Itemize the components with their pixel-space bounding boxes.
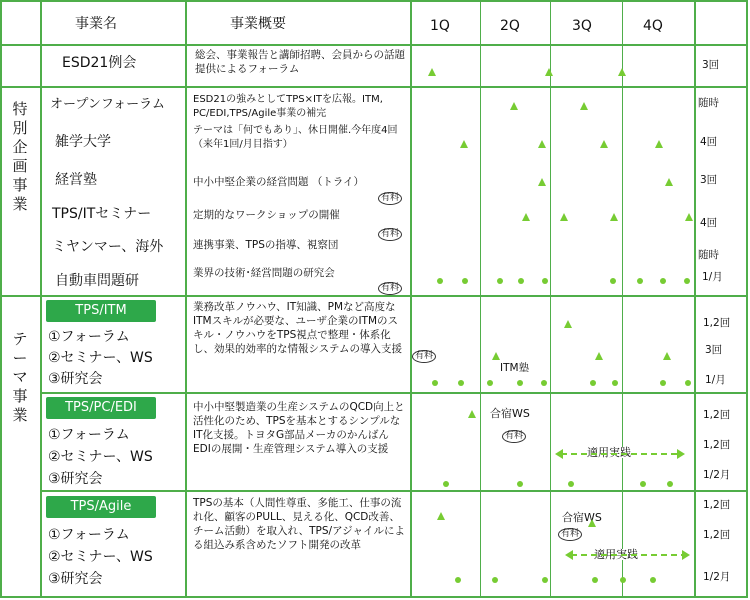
row-auto-count: 1/月 [702, 271, 723, 283]
dot-marker [660, 380, 666, 386]
grid-line [185, 0, 187, 598]
group-agile-count: 1/2月 [703, 571, 731, 583]
dot-marker [610, 278, 616, 284]
row-auto-desc: 業界の技術･経営問題の研究会 [193, 267, 335, 279]
group-itm-count: 3回 [705, 344, 723, 356]
dot-marker [455, 577, 461, 583]
row-zatsu-count: 4回 [700, 136, 718, 148]
group-agile-item: ①フォーラム [48, 527, 130, 543]
dot-marker [541, 380, 547, 386]
dot-marker [542, 278, 548, 284]
triangle-marker [538, 140, 546, 148]
dot-marker [684, 278, 690, 284]
dot-marker [660, 278, 666, 284]
grid-line [40, 490, 748, 492]
dot-marker [620, 577, 626, 583]
row-zatsu-name: 雑学大学 [55, 134, 111, 150]
row-keiei-count: 3回 [700, 174, 718, 186]
dot-marker [492, 577, 498, 583]
group-pcedi-item: ③研究会 [48, 471, 103, 487]
group-agile-count: 1,2回 [703, 499, 731, 511]
header-name: 事業名 [75, 16, 117, 32]
dot-marker [497, 278, 503, 284]
group-itm-item: ③研究会 [48, 371, 103, 387]
dot-marker [542, 577, 548, 583]
agile-apply-label: 適用実践 [594, 548, 638, 561]
dot-marker [517, 380, 523, 386]
grid-line [40, 0, 42, 598]
group-pcedi-tag: TPS/PC/EDI [46, 397, 156, 419]
triangle-marker [437, 512, 445, 520]
dot-marker [487, 380, 493, 386]
group-itm-tag: TPS/ITM [46, 300, 156, 322]
grid-line [0, 44, 748, 46]
group-itm-item: ②セミナー、WS [48, 350, 153, 366]
dot-marker [437, 278, 443, 284]
agile-camp-label: 合宿WS [562, 511, 602, 524]
header-q4: 4Q [643, 18, 663, 34]
pcedi-camp-label: 合宿WS [490, 407, 530, 420]
triangle-marker [595, 352, 603, 360]
group-itm-count: 1/月 [705, 374, 726, 386]
dot-marker [640, 481, 646, 487]
group-pcedi-count: 1,2回 [703, 439, 731, 451]
group-itm-desc: 業務改革ノウハウ、IT知識、PMなど高度なITMスキルが必要な、ユーザ企業のITMのスキル・ノウハウをTPS視点で整理・体系化し、効果的効率的な情報システムの導入支援 [193, 301, 402, 355]
row-tpsit-desc: 定期的なワークショップの開催 [193, 209, 340, 221]
triangle-marker [663, 352, 671, 360]
group-agile-count: 1,2回 [703, 529, 731, 541]
triangle-marker [685, 213, 693, 221]
dot-marker [590, 380, 596, 386]
grid-line [550, 0, 551, 598]
triangle-marker [538, 178, 546, 186]
group-agile-item: ③研究会 [48, 571, 103, 587]
grid-line [0, 596, 748, 598]
apply-arrow [555, 448, 685, 460]
row-yanmar-count: 随時 [698, 249, 719, 261]
apply-arrow [565, 549, 690, 561]
group-pcedi-count: 1/2月 [703, 469, 731, 481]
row-tpsit-name: TPS/ITセミナー [52, 206, 152, 222]
dot-marker [612, 380, 618, 386]
pcedi-apply-label: 適用実践 [587, 446, 631, 459]
row-yanmar-name: ミヤンマー、海外 [52, 239, 164, 255]
row-open-desc: ESD21の強みとしてTPS×ITを広報。ITM, PC/EDI,TPS/Agile事業の補完 [193, 94, 383, 119]
group-pcedi-count: 1,2回 [703, 409, 731, 421]
row-esd-count: 3回 [702, 59, 720, 71]
dot-marker [458, 380, 464, 386]
triangle-marker [610, 213, 618, 221]
group-agile-item: ②セミナー、WS [48, 549, 153, 565]
dot-marker [637, 278, 643, 284]
group-pcedi-item: ②セミナー、WS [48, 449, 153, 465]
header-q2: 2Q [500, 18, 520, 34]
triangle-marker [510, 102, 518, 110]
group-itm-item: ①フォーラム [48, 329, 130, 345]
triangle-marker [580, 102, 588, 110]
group-itm-count: 1,2回 [703, 317, 731, 329]
grid-line [694, 0, 696, 598]
row-auto-name: 自動車問題研 [55, 273, 139, 289]
header-overview: 事業概要 [230, 16, 286, 32]
triangle-marker [655, 140, 663, 148]
dot-marker [443, 481, 449, 487]
group-pcedi-item: ①フォーラム [48, 427, 130, 443]
triangle-marker [460, 140, 468, 148]
paid-badge: 有料 [558, 528, 582, 541]
dot-marker [462, 278, 468, 284]
triangle-marker [468, 410, 476, 418]
itm-juku-label: ITM塾 [500, 362, 530, 374]
dot-marker [432, 380, 438, 386]
dot-marker [650, 577, 656, 583]
group-pcedi-desc: 中小中堅製造業の生産システムのQCD向上と活性化のため、TPSを基本とするシンプルなIT化支援。トヨタG部品メーカのかんばんEDIの展開・生産管理システム導入の支援 [193, 401, 405, 455]
row-keiei-name: 経営塾 [55, 172, 97, 188]
header-q1: 1Q [430, 18, 450, 34]
triangle-marker [545, 68, 553, 76]
paid-badge: 有料 [412, 350, 436, 363]
grid-line [622, 0, 623, 598]
grid-line [40, 392, 748, 394]
group-agile-tag: TPS/Agile [46, 496, 156, 518]
triangle-marker [560, 213, 568, 221]
grid-line [0, 295, 748, 297]
triangle-marker [428, 68, 436, 76]
group-agile-desc: TPSの基本（人間性尊重、多能工、仕事の流れ化、顧客のPULL、見える化、QCD改善、チーム活動）を取入れ、TPS/アジャイルによる組込み系含めたソフト開発の改革 [193, 497, 405, 551]
triangle-marker [665, 178, 673, 186]
grid-line [0, 0, 2, 598]
dot-marker [685, 380, 691, 386]
triangle-marker [564, 320, 572, 328]
row-open-count: 随時 [698, 97, 719, 109]
grid-line [480, 0, 481, 598]
triangle-marker [522, 213, 530, 221]
row-open-name: オープンフォーラム [50, 97, 166, 112]
dot-marker [667, 481, 673, 487]
grid-line [746, 0, 748, 598]
dot-marker [568, 481, 574, 487]
paid-badge: 有料 [502, 430, 526, 443]
header-q3: 3Q [572, 18, 592, 34]
triangle-marker [618, 68, 626, 76]
dot-marker [518, 278, 524, 284]
row-yanmar-desc: 連携事業、TPSの指導、視察団 [193, 239, 339, 251]
section-theme: テーマ事業 [12, 330, 28, 424]
row-zatsu-desc: テーマは「何でもあり」、休日開催.今年度4回（来年1回/月目指す） [193, 125, 398, 150]
row-esd-desc: 総会、事業報告と講師招聘、会員からの話題提供によるフォーラム [195, 49, 405, 75]
row-tpsit-count: 4回 [700, 217, 718, 229]
row-keiei-desc: 中小中堅企業の経営問題 （トライ） [193, 176, 365, 188]
paid-badge: 有料 [378, 282, 402, 295]
dot-marker [592, 577, 598, 583]
triangle-marker [492, 352, 500, 360]
paid-badge: 有料 [378, 228, 402, 241]
grid-line [0, 86, 748, 88]
grid-line [410, 0, 412, 598]
dot-marker [517, 481, 523, 487]
row-esd-name: ESD21例会 [62, 55, 137, 71]
paid-badge: 有料 [378, 192, 402, 205]
section-special: 特別企画事業 [12, 100, 28, 213]
grid-line [0, 0, 748, 2]
triangle-marker [588, 519, 596, 527]
triangle-marker [600, 140, 608, 148]
